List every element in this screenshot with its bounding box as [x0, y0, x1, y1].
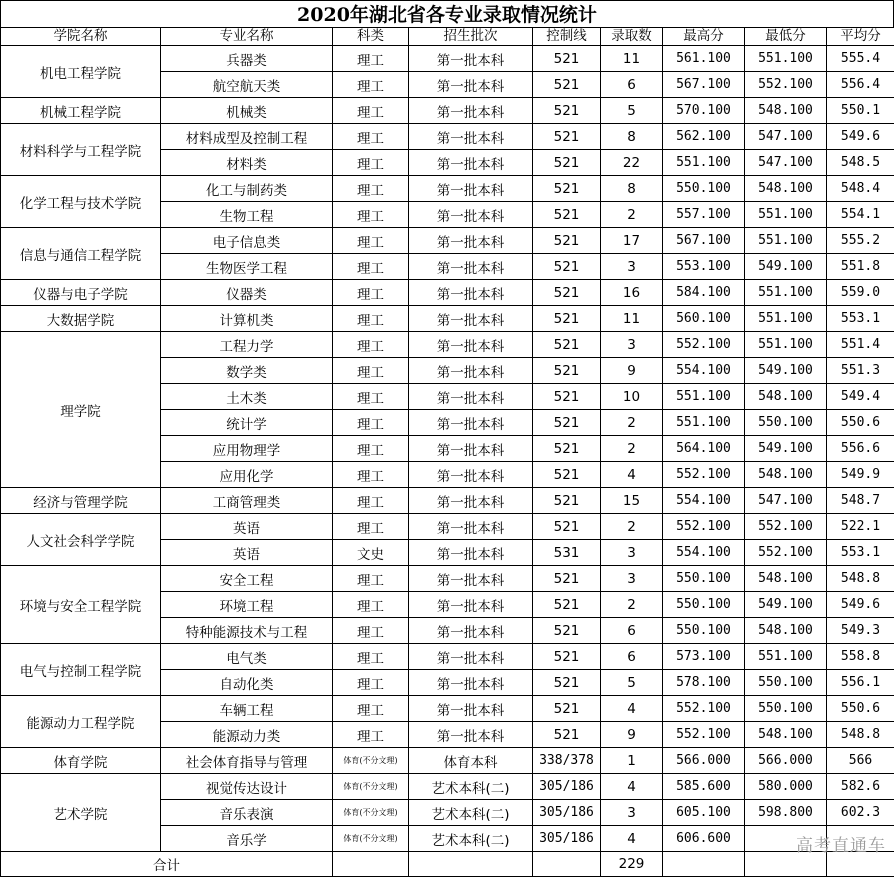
- max-score-cell: 562.100: [663, 124, 745, 150]
- max-score-cell: 578.100: [663, 670, 745, 696]
- control-cell: 521: [533, 410, 601, 436]
- count-cell: 9: [601, 722, 663, 748]
- subject-cell: 理工: [333, 436, 409, 462]
- table-row: [1, 774, 894, 800]
- subject-cell: 理工: [333, 150, 409, 176]
- avg-score-cell: 549.3: [827, 618, 894, 644]
- count-cell: 6: [601, 644, 663, 670]
- avg-score-cell: 559.0: [827, 280, 894, 306]
- avg-score-cell: 548.5: [827, 150, 894, 176]
- control-cell: 521: [533, 722, 601, 748]
- total-cell: [533, 852, 601, 877]
- avg-score-cell: 522.1: [827, 514, 894, 540]
- table-header: [1, 28, 894, 46]
- max-score-cell: 550.100: [663, 566, 745, 592]
- count-cell: 2: [601, 202, 663, 228]
- subject-cell: 理工: [333, 124, 409, 150]
- avg-score-cell: 566: [827, 748, 894, 774]
- batch-cell: 第一批本科: [409, 202, 533, 228]
- max-score-cell: 550.100: [663, 176, 745, 202]
- control-cell: 521: [533, 124, 601, 150]
- max-score-cell: 566.000: [663, 748, 745, 774]
- min-score-cell: 548.100: [745, 566, 827, 592]
- max-score-cell: 606.600: [663, 826, 745, 852]
- min-score-cell: 550.100: [745, 696, 827, 722]
- major-cell: 特种能源技术与工程: [161, 618, 333, 644]
- college-cell: 体育学院: [1, 748, 161, 774]
- major-cell: 安全工程: [161, 566, 333, 592]
- table-row: [1, 566, 894, 592]
- count-cell: 3: [601, 540, 663, 566]
- batch-cell: 艺术本科(二): [409, 800, 533, 826]
- subject-cell: 理工: [333, 384, 409, 410]
- max-score-cell: 585.600: [663, 774, 745, 800]
- count-cell: 4: [601, 696, 663, 722]
- max-score-cell: 552.100: [663, 722, 745, 748]
- batch-cell: 第一批本科: [409, 462, 533, 488]
- table-row: [1, 514, 894, 540]
- subject-cell: 理工: [333, 176, 409, 202]
- count-cell: 8: [601, 124, 663, 150]
- min-score-cell: 551.100: [745, 202, 827, 228]
- batch-cell: 第一批本科: [409, 332, 533, 358]
- control-cell: 521: [533, 462, 601, 488]
- subject-cell: 理工: [333, 488, 409, 514]
- max-score-cell: 554.100: [663, 358, 745, 384]
- max-score-cell: 573.100: [663, 644, 745, 670]
- major-cell: 电子信息类: [161, 228, 333, 254]
- subject-cell: 理工: [333, 410, 409, 436]
- college-cell: 机械工程学院: [1, 98, 161, 124]
- major-cell: 兵器类: [161, 46, 333, 72]
- col-header-avg: 平均分: [827, 28, 894, 46]
- control-cell: 521: [533, 254, 601, 280]
- count-cell: 10: [601, 384, 663, 410]
- batch-cell: 艺术本科(二): [409, 774, 533, 800]
- max-score-cell: 553.100: [663, 254, 745, 280]
- min-score-cell: 551.100: [745, 228, 827, 254]
- max-score-cell: 552.100: [663, 696, 745, 722]
- major-cell: 能源动力类: [161, 722, 333, 748]
- avg-score-cell: 602.3: [827, 800, 894, 826]
- max-score-cell: 564.100: [663, 436, 745, 462]
- max-score-cell: 550.100: [663, 592, 745, 618]
- count-cell: 9: [601, 358, 663, 384]
- college-cell: 电气与控制工程学院: [1, 644, 161, 696]
- max-score-cell: 567.100: [663, 72, 745, 98]
- college-cell: 能源动力工程学院: [1, 696, 161, 748]
- min-score-cell: 551.100: [745, 306, 827, 332]
- subject-cell: 体育(不分文理): [333, 800, 409, 826]
- min-score-cell: 549.100: [745, 358, 827, 384]
- min-score-cell: 552.100: [745, 514, 827, 540]
- batch-cell: 第一批本科: [409, 46, 533, 72]
- avg-score-cell: 550.6: [827, 696, 894, 722]
- major-cell: 计算机类: [161, 306, 333, 332]
- avg-score-cell: 556.6: [827, 436, 894, 462]
- subject-cell: 理工: [333, 98, 409, 124]
- max-score-cell: 570.100: [663, 98, 745, 124]
- table-row: [1, 176, 894, 202]
- control-cell: 521: [533, 72, 601, 98]
- max-score-cell: 552.100: [663, 462, 745, 488]
- batch-cell: 第一批本科: [409, 618, 533, 644]
- col-header-max: 最高分: [663, 28, 745, 46]
- subject-cell: 文史: [333, 540, 409, 566]
- control-cell: 521: [533, 436, 601, 462]
- avg-score-cell: 554.1: [827, 202, 894, 228]
- max-score-cell: 561.100: [663, 46, 745, 72]
- min-score-cell: 548.100: [745, 462, 827, 488]
- max-score-cell: 554.100: [663, 488, 745, 514]
- count-cell: 4: [601, 826, 663, 852]
- min-score-cell: 580.000: [745, 774, 827, 800]
- min-score-cell: 551.100: [745, 280, 827, 306]
- major-cell: 机械类: [161, 98, 333, 124]
- control-cell: 521: [533, 618, 601, 644]
- batch-cell: 第一批本科: [409, 228, 533, 254]
- count-cell: 3: [601, 566, 663, 592]
- control-cell: 521: [533, 696, 601, 722]
- count-cell: 4: [601, 462, 663, 488]
- control-cell: 521: [533, 202, 601, 228]
- avg-score-cell: 555.2: [827, 228, 894, 254]
- batch-cell: 第一批本科: [409, 514, 533, 540]
- header-row: [1, 28, 894, 46]
- batch-cell: 第一批本科: [409, 280, 533, 306]
- batch-cell: 第一批本科: [409, 124, 533, 150]
- batch-cell: 第一批本科: [409, 566, 533, 592]
- count-cell: 2: [601, 592, 663, 618]
- table-row: [1, 280, 894, 306]
- avg-score-cell: 556.1: [827, 670, 894, 696]
- subject-cell: 理工: [333, 592, 409, 618]
- min-score-cell: 549.100: [745, 254, 827, 280]
- subject-cell: 理工: [333, 566, 409, 592]
- major-cell: 仪器类: [161, 280, 333, 306]
- avg-score-cell: 553.1: [827, 306, 894, 332]
- min-score-cell: 550.100: [745, 410, 827, 436]
- control-cell: 521: [533, 592, 601, 618]
- count-cell: 11: [601, 306, 663, 332]
- table-row: [1, 332, 894, 358]
- count-cell: 4: [601, 774, 663, 800]
- min-score-cell: 552.100: [745, 540, 827, 566]
- total-cell: [663, 852, 745, 877]
- control-cell: 305/186: [533, 774, 601, 800]
- major-cell: 电气类: [161, 644, 333, 670]
- major-cell: 航空航天类: [161, 72, 333, 98]
- college-cell: 环境与安全工程学院: [1, 566, 161, 644]
- college-cell: 信息与通信工程学院: [1, 228, 161, 280]
- count-cell: 6: [601, 618, 663, 644]
- major-cell: 工商管理类: [161, 488, 333, 514]
- max-score-cell: 567.100: [663, 228, 745, 254]
- college-cell: 化学工程与技术学院: [1, 176, 161, 228]
- col-header-min: 最低分: [745, 28, 827, 46]
- batch-cell: 第一批本科: [409, 72, 533, 98]
- min-score-cell: 598.800: [745, 800, 827, 826]
- min-score-cell: 550.100: [745, 670, 827, 696]
- max-score-cell: 584.100: [663, 280, 745, 306]
- control-cell: 521: [533, 514, 601, 540]
- table-row: [1, 124, 894, 150]
- subject-cell: 理工: [333, 358, 409, 384]
- major-cell: 英语: [161, 514, 333, 540]
- col-header-subject: 科类: [333, 28, 409, 46]
- subject-cell: 理工: [333, 332, 409, 358]
- min-score-cell: 566.000: [745, 748, 827, 774]
- batch-cell: 体育本科: [409, 748, 533, 774]
- min-score-cell: 551.100: [745, 332, 827, 358]
- avg-score-cell: 555.4: [827, 46, 894, 72]
- batch-cell: 艺术本科(二): [409, 826, 533, 852]
- control-cell: 521: [533, 566, 601, 592]
- major-cell: 化工与制药类: [161, 176, 333, 202]
- min-score-cell: 551.100: [745, 644, 827, 670]
- major-cell: 土木类: [161, 384, 333, 410]
- major-cell: 社会体育指导与管理: [161, 748, 333, 774]
- batch-cell: 第一批本科: [409, 176, 533, 202]
- avg-score-cell: 551.8: [827, 254, 894, 280]
- count-cell: 6: [601, 72, 663, 98]
- subject-cell: 理工: [333, 696, 409, 722]
- total-row: [1, 852, 894, 877]
- major-cell: 环境工程: [161, 592, 333, 618]
- subject-cell: 理工: [333, 722, 409, 748]
- control-cell: 521: [533, 46, 601, 72]
- max-score-cell: 554.100: [663, 540, 745, 566]
- table-row: [1, 696, 894, 722]
- count-cell: 2: [601, 410, 663, 436]
- min-score-cell: 549.100: [745, 436, 827, 462]
- subject-cell: 理工: [333, 202, 409, 228]
- table-row: [1, 748, 894, 774]
- avg-score-cell: 549.6: [827, 592, 894, 618]
- control-cell: 305/186: [533, 826, 601, 852]
- major-cell: 统计学: [161, 410, 333, 436]
- control-cell: 521: [533, 358, 601, 384]
- count-cell: 5: [601, 98, 663, 124]
- min-score-cell: 548.100: [745, 384, 827, 410]
- major-cell: 工程力学: [161, 332, 333, 358]
- count-cell: 17: [601, 228, 663, 254]
- subject-cell: 理工: [333, 72, 409, 98]
- count-cell: 2: [601, 514, 663, 540]
- avg-score-cell: 549.9: [827, 462, 894, 488]
- subject-cell: 理工: [333, 462, 409, 488]
- total-cell: [409, 852, 533, 877]
- min-score-cell: 547.100: [745, 488, 827, 514]
- table-row: [1, 46, 894, 72]
- batch-cell: 第一批本科: [409, 488, 533, 514]
- major-cell: 视觉传达设计: [161, 774, 333, 800]
- control-cell: 521: [533, 384, 601, 410]
- batch-cell: 第一批本科: [409, 98, 533, 124]
- max-score-cell: 557.100: [663, 202, 745, 228]
- batch-cell: 第一批本科: [409, 592, 533, 618]
- table-row: [1, 644, 894, 670]
- avg-score-cell: 556.4: [827, 72, 894, 98]
- total-count: 229: [601, 852, 663, 877]
- col-header-count: 录取数: [601, 28, 663, 46]
- control-cell: 521: [533, 306, 601, 332]
- table-row: [1, 228, 894, 254]
- batch-cell: 第一批本科: [409, 254, 533, 280]
- batch-cell: 第一批本科: [409, 436, 533, 462]
- avg-score-cell: 548.8: [827, 722, 894, 748]
- count-cell: 3: [601, 332, 663, 358]
- subject-cell: 体育(不分文理): [333, 826, 409, 852]
- major-cell: 应用化学: [161, 462, 333, 488]
- min-score-cell: 548.100: [745, 176, 827, 202]
- major-cell: 生物工程: [161, 202, 333, 228]
- col-header-control: 控制线: [533, 28, 601, 46]
- control-cell: 521: [533, 670, 601, 696]
- max-score-cell: 605.100: [663, 800, 745, 826]
- avg-score-cell: 550.1: [827, 98, 894, 124]
- subject-cell: 理工: [333, 228, 409, 254]
- admission-table: [0, 27, 894, 877]
- count-cell: 3: [601, 800, 663, 826]
- count-cell: 22: [601, 150, 663, 176]
- avg-score-cell: 558.8: [827, 644, 894, 670]
- subject-cell: 理工: [333, 644, 409, 670]
- count-cell: 3: [601, 254, 663, 280]
- min-score-cell: 548.100: [745, 98, 827, 124]
- batch-cell: 第一批本科: [409, 306, 533, 332]
- max-score-cell: 551.100: [663, 150, 745, 176]
- max-score-cell: 560.100: [663, 306, 745, 332]
- batch-cell: 第一批本科: [409, 644, 533, 670]
- avg-score-cell: 548.4: [827, 176, 894, 202]
- control-cell: 305/186: [533, 800, 601, 826]
- max-score-cell: 551.100: [663, 410, 745, 436]
- batch-cell: 第一批本科: [409, 722, 533, 748]
- major-cell: 自动化类: [161, 670, 333, 696]
- control-cell: 521: [533, 644, 601, 670]
- control-cell: 521: [533, 98, 601, 124]
- avg-score-cell: 582.6: [827, 774, 894, 800]
- col-header-major: 专业名称: [161, 28, 333, 46]
- page-title: 2020年湖北省各专业录取情况统计: [0, 0, 894, 28]
- avg-score-cell: 551.4: [827, 332, 894, 358]
- subject-cell: 理工: [333, 514, 409, 540]
- subject-cell: 理工: [333, 280, 409, 306]
- major-cell: 英语: [161, 540, 333, 566]
- control-cell: 521: [533, 488, 601, 514]
- avg-score-cell: 549.4: [827, 384, 894, 410]
- avg-score-cell: 553.1: [827, 540, 894, 566]
- min-score-cell: 547.100: [745, 150, 827, 176]
- table-row: [1, 488, 894, 514]
- control-cell: 521: [533, 280, 601, 306]
- batch-cell: 第一批本科: [409, 410, 533, 436]
- count-cell: 15: [601, 488, 663, 514]
- max-score-cell: 552.100: [663, 514, 745, 540]
- batch-cell: 第一批本科: [409, 696, 533, 722]
- count-cell: 11: [601, 46, 663, 72]
- avg-score-cell: 550.6: [827, 410, 894, 436]
- control-cell: 338/378: [533, 748, 601, 774]
- college-cell: 人文社会科学学院: [1, 514, 161, 566]
- watermark: 高考直通车: [796, 836, 886, 856]
- count-cell: 5: [601, 670, 663, 696]
- college-cell: 艺术学院: [1, 774, 161, 852]
- count-cell: 1: [601, 748, 663, 774]
- avg-score-cell: 549.6: [827, 124, 894, 150]
- subject-cell: 理工: [333, 254, 409, 280]
- avg-score-cell: 548.7: [827, 488, 894, 514]
- batch-cell: 第一批本科: [409, 358, 533, 384]
- college-cell: 经济与管理学院: [1, 488, 161, 514]
- major-cell: 生物医学工程: [161, 254, 333, 280]
- batch-cell: 第一批本科: [409, 384, 533, 410]
- total-cell: [333, 852, 409, 877]
- major-cell: 音乐学: [161, 826, 333, 852]
- count-cell: 16: [601, 280, 663, 306]
- batch-cell: 第一批本科: [409, 540, 533, 566]
- major-cell: 车辆工程: [161, 696, 333, 722]
- college-cell: 大数据学院: [1, 306, 161, 332]
- min-score-cell: 552.100: [745, 72, 827, 98]
- college-cell: 理学院: [1, 332, 161, 488]
- college-cell: 仪器与电子学院: [1, 280, 161, 306]
- control-cell: 521: [533, 150, 601, 176]
- subject-cell: 理工: [333, 618, 409, 644]
- batch-cell: 第一批本科: [409, 670, 533, 696]
- control-cell: 521: [533, 228, 601, 254]
- table-row: [1, 98, 894, 124]
- min-score-cell: 548.100: [745, 722, 827, 748]
- col-header-college: 学院名称: [1, 28, 161, 46]
- avg-score-cell: 548.8: [827, 566, 894, 592]
- major-cell: 材料类: [161, 150, 333, 176]
- max-score-cell: 551.100: [663, 384, 745, 410]
- subject-cell: 体育(不分文理): [333, 774, 409, 800]
- max-score-cell: 550.100: [663, 618, 745, 644]
- major-cell: 音乐表演: [161, 800, 333, 826]
- min-score-cell: 551.100: [745, 46, 827, 72]
- max-score-cell: 552.100: [663, 332, 745, 358]
- control-cell: 521: [533, 176, 601, 202]
- avg-score-cell: 551.3: [827, 358, 894, 384]
- subject-cell: 理工: [333, 306, 409, 332]
- major-cell: 数学类: [161, 358, 333, 384]
- min-score-cell: 549.100: [745, 592, 827, 618]
- count-cell: 2: [601, 436, 663, 462]
- subject-cell: 理工: [333, 46, 409, 72]
- total-label: 合计: [1, 852, 333, 877]
- count-cell: 8: [601, 176, 663, 202]
- batch-cell: 第一批本科: [409, 150, 533, 176]
- college-cell: 机电工程学院: [1, 46, 161, 98]
- major-cell: 应用物理学: [161, 436, 333, 462]
- control-cell: 531: [533, 540, 601, 566]
- min-score-cell: 548.100: [745, 618, 827, 644]
- college-cell: 材料科学与工程学院: [1, 124, 161, 176]
- major-cell: 材料成型及控制工程: [161, 124, 333, 150]
- col-header-batch: 招生批次: [409, 28, 533, 46]
- subject-cell: 体育(不分文理): [333, 748, 409, 774]
- subject-cell: 理工: [333, 670, 409, 696]
- table-body: [1, 46, 894, 852]
- table-row: [1, 306, 894, 332]
- min-score-cell: 547.100: [745, 124, 827, 150]
- control-cell: 521: [533, 332, 601, 358]
